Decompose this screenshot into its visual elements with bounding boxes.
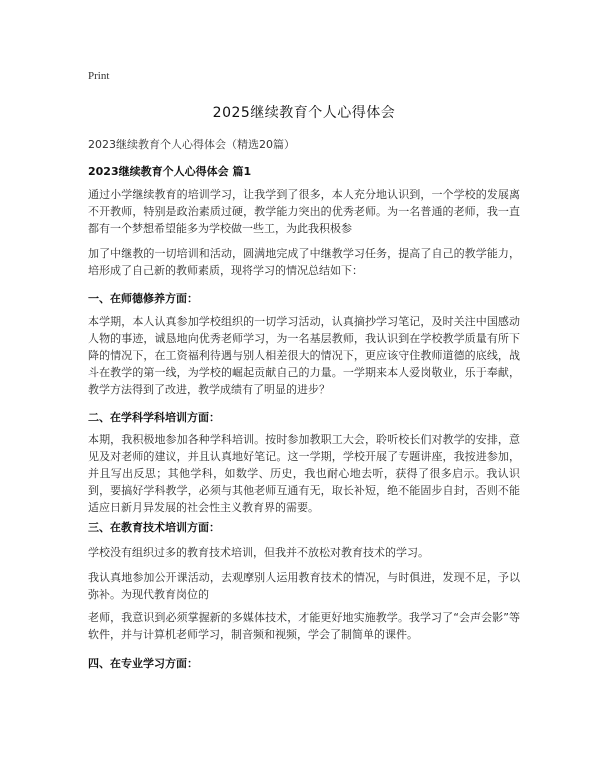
print-label: Print [88,70,110,82]
section-heading-ethics: 一、在师德修养方面： [88,292,198,305]
paragraph-subject-training: 本期，我积极地参加各种学科培训。按时参加教职工大会，聆听校长们对教学的安排，意见及对老师的建议，并且认真地好笔记。这一学期，学校开展了专题讲座，我按进参加，并且写出反思；其他学科，如数学、历史，我也耐心地去听，获得了很多启示。我认识到，要搞好学科教学，必须与其他老师互通有无，取长补短，绝不能固步自封，否则不能适应日新月异发展的社会性主义教育界的需要。 [88,433,520,514]
document-subtitle: 2023继续教育个人心得体会（精选20篇） [88,138,295,151]
section-heading-professional-study: 四、在专业学习方面： [88,657,198,670]
paragraph-tech-multimedia: 老师，我意识到必须掌握新的多媒体技术，才能更好地实施教学。我学习了“会声会影”等软件，并与计算机老师学习，制音频和视频，学会了制简单的课件。 [88,611,520,641]
paragraph-tech-intro: 学校没有组织过多的教育技术培训，但我并不放松对教育技术的学习。 [88,546,429,559]
section-heading-subject-training: 二、在学科学科培训方面： [88,411,220,424]
paragraph-tech-practice: 我认真地参加公开课活动，去观摩别人运用教育技术的情况，与时俱进，发现不足，予以弥补。为现代教育岗位的 [88,571,520,601]
paragraph-intro: 通过小学继续教育的培训学习，让我学到了很多，本人充分地认识到，一个学校的发展离不开教师，特别是政治素质过硬，教学能力突出的优秀老师。为一名普通的老师，我一直都有一个梦想希望能多为学校做一些工，为此我积极参 [88,188,520,235]
article-heading: 2023继续教育个人心得体会 篇1 [88,165,252,178]
section-heading-tech-training: 三、在教育技术培训方面： [88,521,220,534]
paragraph-ethics: 本学期，本人认真参加学校组织的一切学习活动，认真摘抄学习笔记，及时关注中国感动人物的事迹，诚恳地向优秀老师学习，为一名基层教师，我认识到在学校教学质量有所下降的情况下，在工资福利待遇与别人相差很大的情况下，更应该守住教师道德的底线，战斗在教学的第一线，为学校的崛起贡献自己的力量。一学期来本人爱岗敬业，乐于奉献，教学方法得到了改进，教学成绩有了明显的进步？ [88,315,520,396]
paragraph-continuation: 加了中继教的一切培训和活动，圆满地完成了中继教学习任务，提高了自己的教学能力，培形成了自己新的教师素质，现将学习的情况总结如下： [88,247,520,277]
document-title: 2025继续教育个人心得体会 [212,105,396,121]
